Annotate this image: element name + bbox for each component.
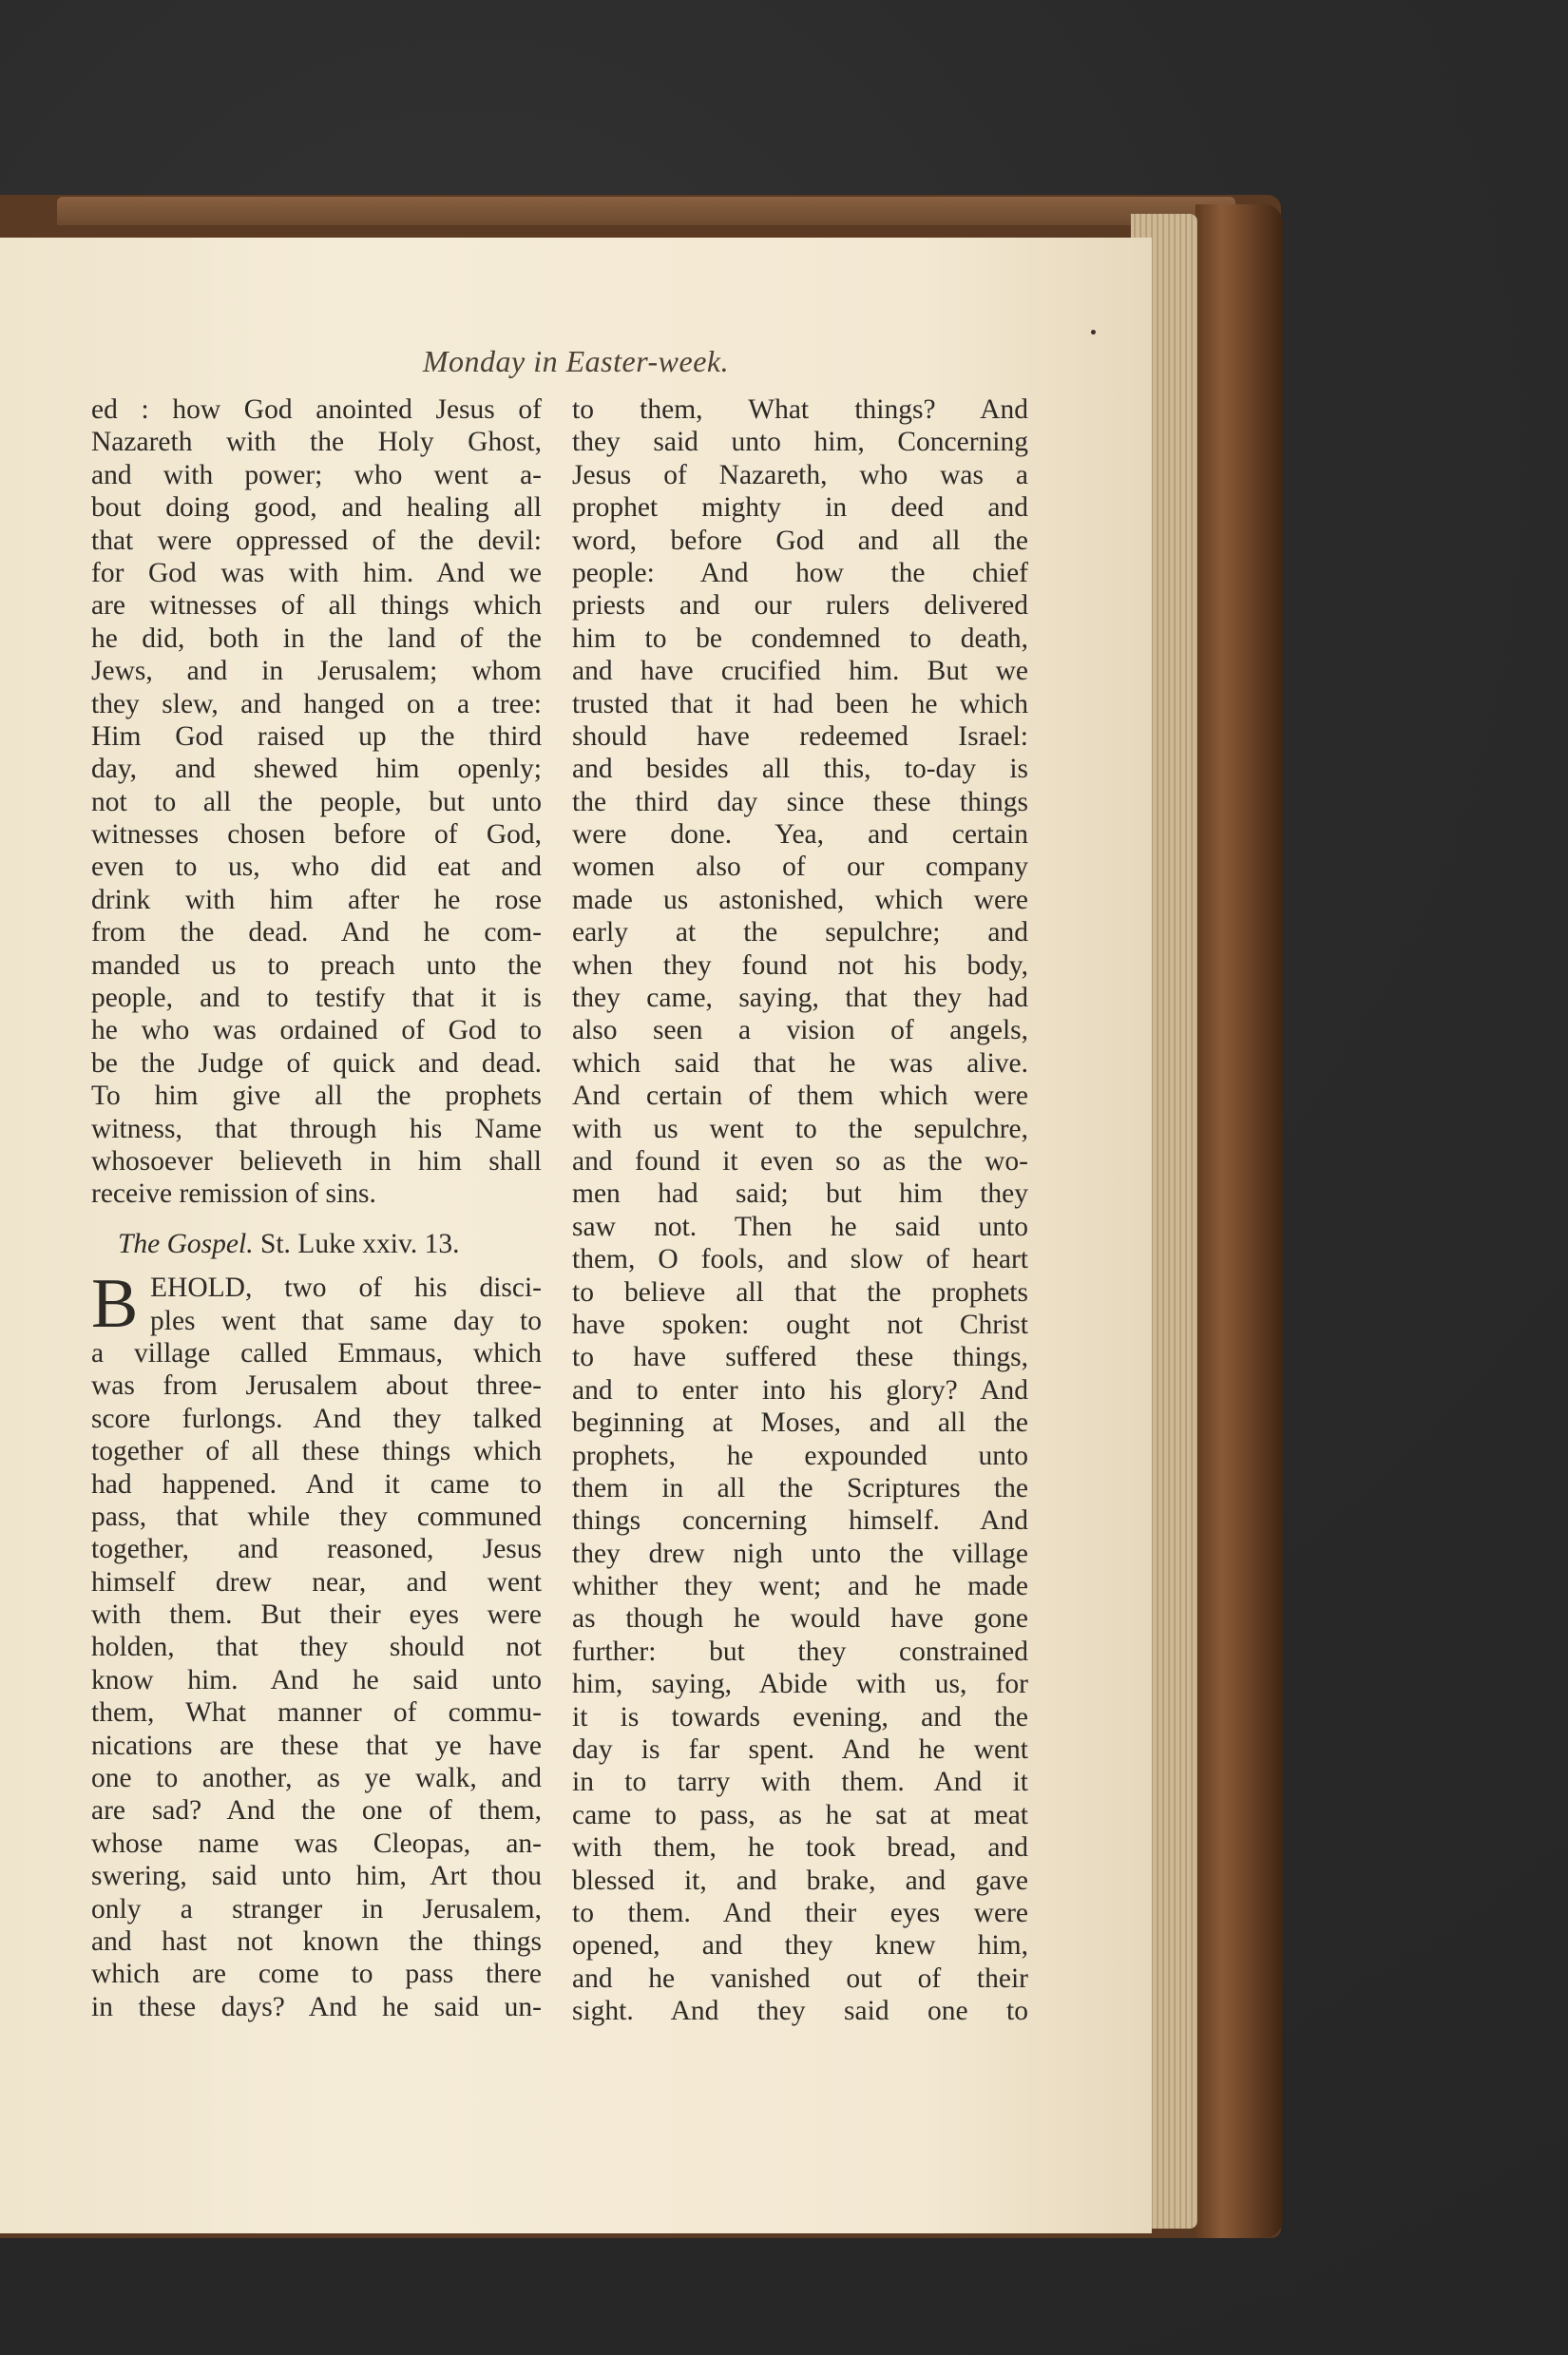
text-line: also seen a vision of angels, [572, 1015, 1028, 1046]
text-line: people, and to testify that it is [91, 983, 542, 1014]
drop-cap: B [91, 1265, 139, 1344]
text-line: prophets, he expounded unto [572, 1440, 1028, 1471]
text-line: in to tarry with them. And it [572, 1767, 1028, 1798]
text-line: things concerning himself. And [572, 1505, 1028, 1537]
page-speck [1091, 330, 1096, 335]
gospel-heading-title: The Gospel. [118, 1228, 254, 1259]
gospel-heading [91, 1228, 542, 1260]
text-line: holden, that they should not [91, 1632, 542, 1663]
left-column [91, 393, 542, 2023]
text-line: which are come to pass there [91, 1959, 542, 1990]
text-line: them in all the Scriptures the [572, 1472, 1028, 1503]
text-line: had happened. And it came to [91, 1468, 542, 1500]
text-line: was from Jerusalem about three- [91, 1370, 542, 1402]
text-line: and he vanished out of their [572, 1962, 1028, 1994]
text-line: that were oppressed of the devil: [91, 525, 542, 556]
text-line: receive remission of sins. [91, 1178, 376, 1210]
text-line: are sad? And the one of them, [91, 1795, 542, 1827]
text-line: Him God raised up the third [91, 720, 542, 752]
text-line: Nazareth with the Holy Ghost, [91, 427, 542, 458]
text-line: one to another, as ye walk, and [91, 1763, 542, 1794]
text-line: came to pass, as he sat at meat [572, 1799, 1028, 1830]
text-line: with them, he took bread, and [572, 1832, 1028, 1864]
text-line: even to us, who did eat and [91, 852, 542, 883]
text-line: people: And how the chief [572, 557, 1028, 588]
text-line: he who was ordained of God to [91, 1015, 542, 1046]
text-line: sight. And they said one to [572, 1996, 1028, 2027]
text-line: nications are these that ye have [91, 1730, 542, 1761]
text-line: manded us to preach unto the [91, 949, 542, 981]
text-line: pass, that while they communed [91, 1501, 542, 1532]
text-line: To him give all the prophets [91, 1081, 542, 1112]
text-line: to have suffered these things, [572, 1342, 1028, 1373]
text-line: himself drew near, and went [91, 1566, 542, 1598]
text-line: not to all the people, but unto [91, 786, 542, 817]
text-line: a village called Emmaus, which [91, 1337, 542, 1369]
text-line: opened, and they knew him, [572, 1930, 1028, 1962]
text-line: the third day since these things [572, 786, 1028, 817]
text-line: he did, both in the land of the [91, 622, 542, 654]
text-line: saw not. Then he said unto [572, 1211, 1028, 1242]
text-line: them, O fools, and slow of heart [572, 1244, 1028, 1275]
text-line: Jesus of Nazareth, who was a [572, 459, 1028, 490]
text-line: be the Judge of quick and dead. [91, 1047, 542, 1079]
text-line: and have crucified him. But we [572, 656, 1028, 687]
text-line: from the dead. And he com- [91, 917, 542, 948]
gospel-second-line: ples went that same day to [150, 1305, 542, 1336]
text-line: bout doing good, and healing all [91, 492, 542, 524]
text-line: day is far spent. And he went [572, 1734, 1028, 1766]
text-line: further: but they constrained [572, 1636, 1028, 1667]
text-line: them, What manner of commu- [91, 1697, 542, 1729]
text-line: word, before God and all the [572, 525, 1028, 556]
text-line: and besides all this, to-day is [572, 754, 1028, 785]
text-line: should have redeemed Israel: [572, 720, 1028, 752]
text-line: to them. And their eyes were [572, 1897, 1028, 1928]
text-line: with them. But their eyes were [91, 1599, 542, 1631]
text-line: witness, that through his Name [91, 1113, 542, 1144]
text-line: with us went to the sepulchre, [572, 1113, 1028, 1144]
text-line: for God was with him. And we [91, 557, 542, 588]
right-column-text [572, 393, 1028, 2028]
text-line: and hast not known the things [91, 1925, 542, 1957]
text-line: they said unto him, Concerning [572, 427, 1028, 458]
text-line: and found it even so as the wo- [572, 1145, 1028, 1177]
text-line: blessed it, and brake, and gave [572, 1865, 1028, 1896]
text-line: which said that he was alive. [572, 1047, 1028, 1079]
gospel-text [91, 1337, 542, 2023]
text-line: ed : how God anointed Jesus of [91, 394, 542, 425]
gospel-first-line: EHOLD, two of his disci- [150, 1273, 542, 1304]
text-line: whither they went; and he made [572, 1571, 1028, 1602]
text-line: beginning at Moses, and all the [572, 1407, 1028, 1439]
text-line: it is towards evening, and the [572, 1701, 1028, 1733]
text-line: know him. And he said unto [91, 1664, 542, 1695]
text-line: men had said; but him they [572, 1178, 1028, 1210]
text-line: him, saying, Abide with us, for [572, 1669, 1028, 1700]
text-line: to them, What things? And [572, 394, 1028, 425]
text-line: when they found not his body, [572, 949, 1028, 981]
text-line: made us astonished, which were [572, 884, 1028, 915]
text-line: in these days? And he said un- [91, 1991, 542, 2022]
book-top-edge [57, 197, 1235, 225]
text-line: day, and shewed him openly; [91, 754, 542, 785]
text-line: score furlongs. And they talked [91, 1403, 542, 1434]
gospel-heading-reference: St. Luke xxiv. 13. [259, 1228, 460, 1259]
text-line: as though he would have gone [572, 1603, 1028, 1635]
text-line: to believe all that the prophets [572, 1276, 1028, 1308]
text-line: whosoever believeth in him shall [91, 1145, 542, 1177]
text-line: together of all these things which [91, 1436, 542, 1467]
text-line: Jews, and in Jerusalem; whom [91, 656, 542, 687]
text-line: and with power; who went a- [91, 459, 542, 490]
text-line: drink with him after he rose [91, 884, 542, 915]
book-spine [1195, 204, 1283, 2238]
text-line: swering, said unto him, Art thou [91, 1861, 542, 1892]
text-line: whose name was Cleopas, an- [91, 1828, 542, 1859]
text-line: And certain of them which were [572, 1081, 1028, 1112]
text-line: they drew nigh unto the village [572, 1538, 1028, 1569]
text-line: were done. Yea, and certain [572, 819, 1028, 851]
text-line: priests and our rulers delivered [572, 590, 1028, 622]
epistle-text [91, 393, 542, 1211]
text-line: him to be condemned to death, [572, 622, 1028, 654]
text-line: early at the sepulchre; and [572, 917, 1028, 948]
text-line: and to enter into his glory? And [572, 1374, 1028, 1406]
text-line: only a stranger in Jerusalem, [91, 1893, 542, 1924]
text-line: have spoken: ought not Christ [572, 1309, 1028, 1340]
text-line: together, and reasoned, Jesus [91, 1534, 542, 1565]
text-line: they slew, and hanged on a tree: [91, 688, 542, 719]
running-head: Monday in Easter-week. [422, 344, 730, 378]
text-line: women also of our company [572, 852, 1028, 883]
text-line: are witnesses of all things which [91, 590, 542, 622]
gospel-opening [91, 1265, 542, 1344]
text-line: they came, saying, that they had [572, 983, 1028, 1014]
right-column [572, 393, 1028, 2028]
text-line: prophet mighty in deed and [572, 492, 1028, 524]
text-line: witnesses chosen before of God, [91, 819, 542, 851]
text-line: trusted that it had been he which [572, 688, 1028, 719]
